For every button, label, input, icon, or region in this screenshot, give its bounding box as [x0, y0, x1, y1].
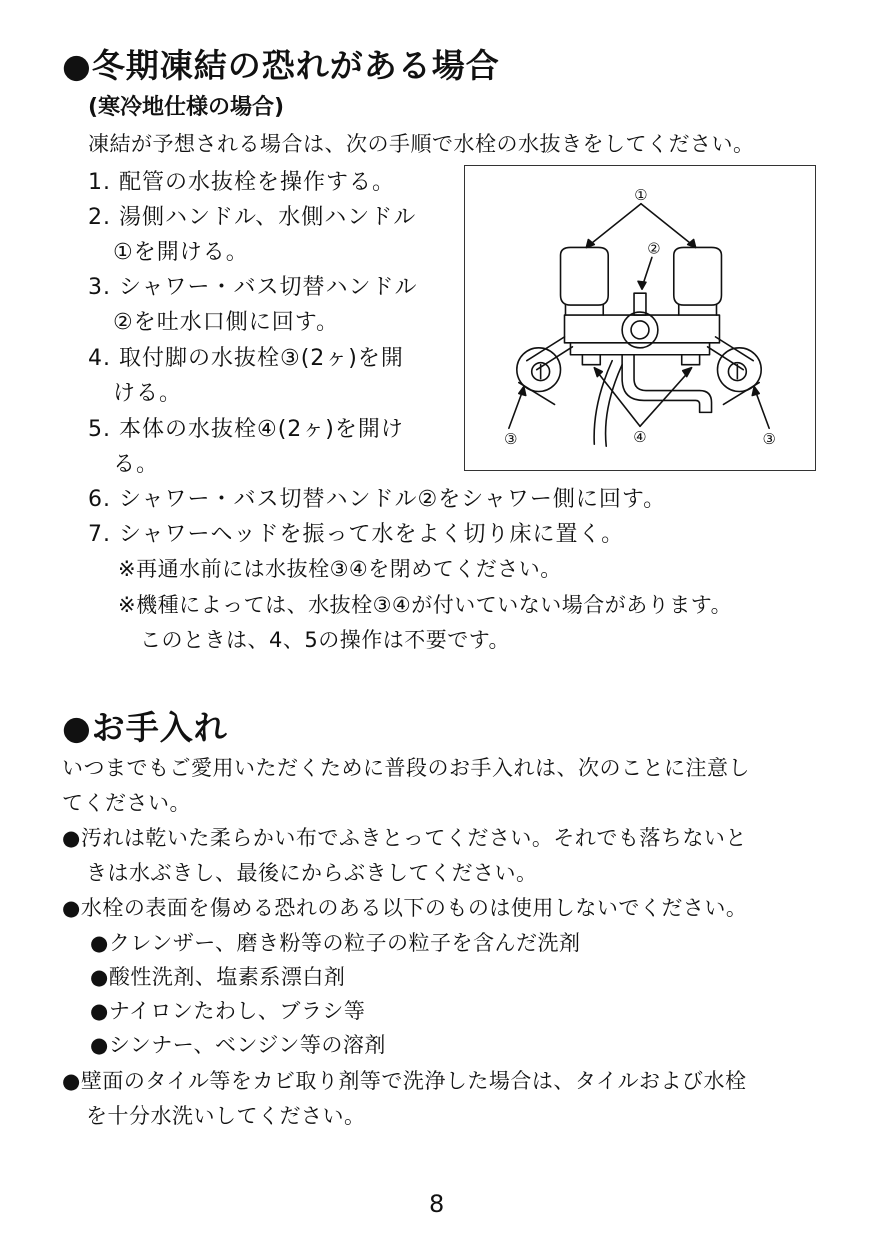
step-7: 7. シャワーヘッドを振って水をよく切り床に置く。 — [88, 522, 625, 547]
note-model: ※機種によっては、水抜栓③④が付いていない場合があります。 — [118, 593, 733, 617]
page-number: 8 — [429, 1190, 445, 1218]
avoid-item-nylon: ●ナイロンたわし、ブラシ等 — [90, 999, 366, 1023]
care-bullet-dry-cloth-cont: きは水ぶきし、最後にからぶきしてください。 — [86, 861, 538, 885]
step-2: 2. 湯側ハンドル、水側ハンドル — [88, 205, 417, 230]
faucet-illustration — [465, 166, 815, 470]
care-bullet-mold-remover-cont: を十分水洗いしてください。 — [86, 1104, 366, 1128]
note-reconnect: ※再通水前には水抜栓③④を閉めてください。 — [118, 557, 562, 581]
faucet-diagram — [464, 165, 816, 471]
step-5-cont: る。 — [113, 452, 160, 477]
step-5: 5. 本体の水抜栓④(2ヶ)を開け — [88, 417, 404, 442]
diagram-label-leg-drain-right: ③ — [762, 430, 776, 449]
step-6: 6. シャワー・バス切替ハンドル②をシャワー側に回す。 — [88, 487, 667, 512]
care-bullet-dry-cloth: ●汚れは乾いた柔らかい布でふきとってください。それでも落ちないと — [62, 826, 747, 850]
avoid-item-thinner: ●シンナー、ベンジン等の溶剤 — [90, 1033, 386, 1057]
step-2-cont: ①を開ける。 — [113, 240, 249, 265]
section-subtitle-cold-region: (寒冷地仕様の場合) — [88, 95, 285, 120]
step-4: 4. 取付脚の水抜栓③(2ヶ)を開 — [88, 346, 404, 371]
step-4-cont: ける。 — [113, 381, 183, 406]
section-title-freezing: ●冬期凍結の恐れがある場合 — [62, 46, 500, 85]
care-intro-line-1: いつまでもご愛用いただくために普段のお手入れは、次のことに注意し — [62, 756, 750, 780]
diagram-label-body-drain: ④ — [633, 428, 647, 447]
diagram-label-handle: ① — [634, 185, 648, 204]
step-1: 1. 配管の水抜栓を操作する。 — [88, 170, 395, 195]
avoid-item-acid: ●酸性洗剤、塩素系漂白剤 — [90, 965, 346, 989]
note-model-cont: このときは、4、5の操作は不要です。 — [140, 628, 511, 652]
care-bullet-mold-remover: ●壁面のタイル等をカビ取り剤等で洗浄した場合は、タイルおよび水栓 — [62, 1069, 747, 1093]
diagram-label-switch: ② — [647, 239, 661, 258]
step-3-cont: ②を吐水口側に回す。 — [113, 310, 339, 335]
freezing-intro: 凍結が予想される場合は、次の手順で水栓の水抜きをしてください。 — [88, 132, 755, 156]
diagram-label-leg-drain-left: ③ — [504, 430, 518, 449]
step-3: 3. シャワー・バス切替ハンドル — [88, 275, 418, 300]
avoid-item-cleanser: ●クレンザー、磨き粉等の粒子の粒子を含んだ洗剤 — [90, 931, 581, 955]
care-bullet-avoid: ●水栓の表面を傷める恐れのある以下のものは使用しないでください。 — [62, 896, 748, 920]
section-title-care: ●お手入れ — [62, 708, 228, 747]
care-intro-line-2: てください。 — [62, 791, 191, 815]
